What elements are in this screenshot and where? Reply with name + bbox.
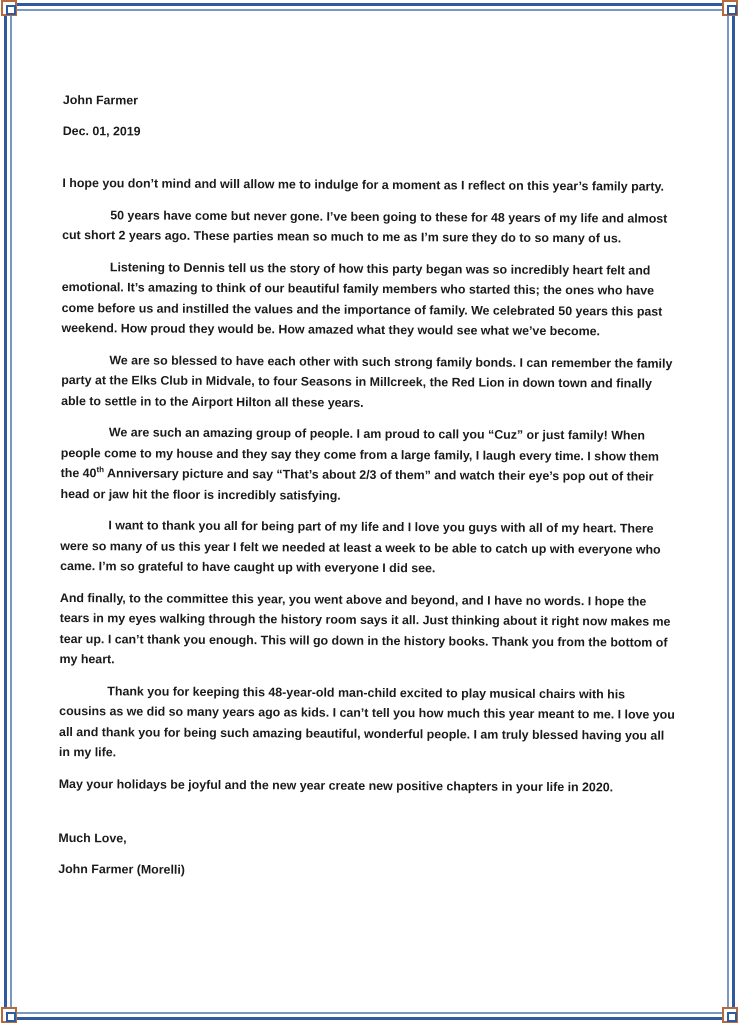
paragraph-2: 50 years have come but never gone. I’ve been going to these for 48 years of my life and almost cut short 2 years ago. These parties mean so much to me as I’m sure they do to so many of us.: [62, 207, 668, 246]
closing: Much Love,: [58, 830, 127, 846]
paragraph-4: We are so blessed to have each other with such strong family bonds. I can remember the family party at the Elks Club in Midvale, to four Seasons in Millcreek, the Red Lion in down town and finally able to settle in to the Airport Hilton all these years.: [61, 352, 673, 410]
paragraph-1: I hope you don’t mind and will allow me to indulge for a moment as I reflect on this year’s family party.: [62, 175, 664, 194]
paragraph-3: Listening to Dennis tell us the story of how this party began was so incredibly heart felt and emotional. It’s amazing to think of our beautiful family members who started this; the ones who have come before us and instilled the values and the importance of family. We celebrated 50 years this past weekend. How proud they would be. How amazed what they would see what we’ve become.: [61, 259, 663, 339]
paragraph-9: May your holidays be joyful and the new year create new positive chapters in your life in 2020.: [58, 776, 614, 794]
paragraph-5-text-b: Anniversary picture and say “That’s about 2/3 of them” and watch their eye’s pop out of their head or jaw hit the floor is incredibly satisfying.: [60, 466, 654, 503]
corner-ornament-top-left: [1, 0, 17, 16]
corner-ornament-top-right: [722, 0, 738, 16]
signature: John Farmer (Morelli): [58, 861, 185, 877]
sender-name: John Farmer: [62, 92, 139, 108]
corner-ornament-bottom-left: [1, 1007, 17, 1023]
paragraph-5-text-a: We are such an amazing group of people. I am proud to call you “Cuz” or just family! When people come to my house and they say they come from a large family, I laugh every time. I show them the 40: [60, 425, 659, 481]
letter-body: [58, 90, 679, 883]
paragraph-6: I want to thank you all for being part of my life and I love you guys with all of my heart. There were so many of us this year I felt we needed at least a week to be able to catch up with everyone who came. I’m so grateful to have caught up with everyone I did see.: [60, 518, 661, 576]
paragraph-5: [60, 422, 676, 508]
paragraph-8: Thank you for keeping this 48-year-old man-child excited to play musical chairs with his cousins as we did so many years ago as kids. I can’t tell you how much this year meant to me. I love you all and thank you for being such amazing beautiful, wonderful people. I am truly blessed having you all in my life.: [58, 683, 675, 760]
corner-ornament-bottom-right: [722, 1007, 738, 1023]
paragraph-5-superscript: th: [96, 465, 105, 475]
paragraph-7: And finally, to the committee this year, you went above and beyond, and I have no words. I hope the tears in my eyes walking through the history room says it all. Just thinking about it right now makes me tear up. I can’t thank you enough. This will go down in the history books. Thank you from the bottom of my heart.: [59, 590, 671, 667]
letter-date: Dec. 01, 2019: [62, 123, 141, 138]
